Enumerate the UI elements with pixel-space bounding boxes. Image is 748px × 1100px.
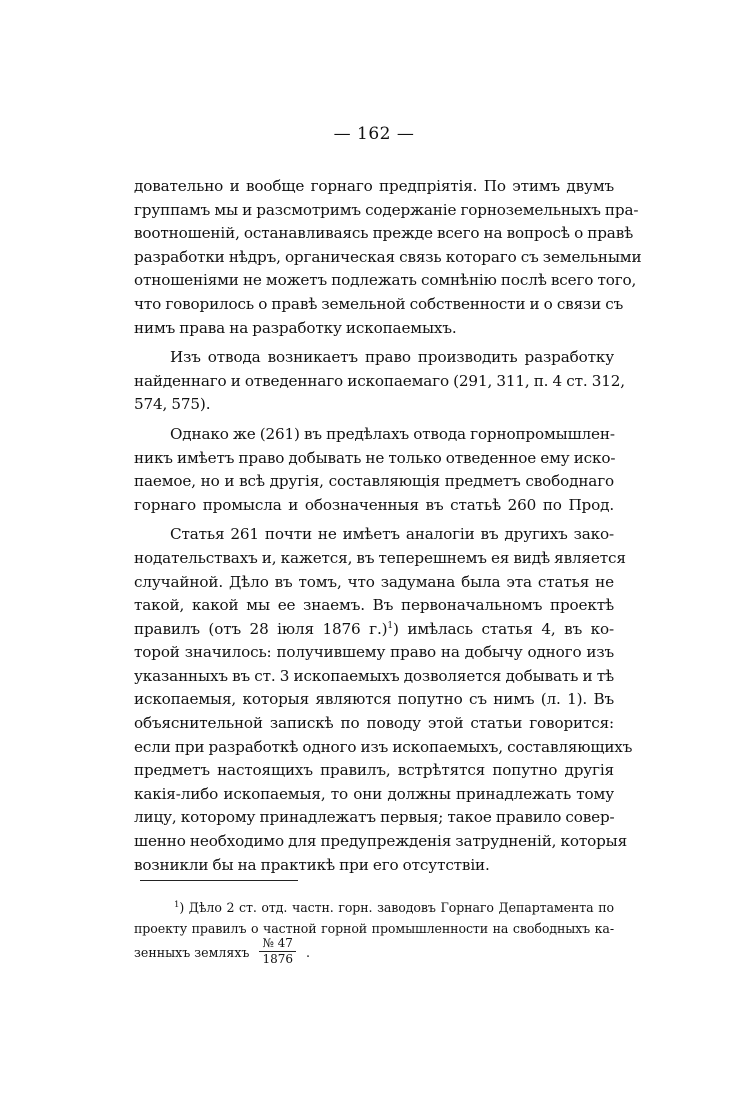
text-line: 574, 575). [134,395,211,414]
text-line: объяснительной запискѣ по поводу этой статьи говорится: [134,714,614,733]
case-number-fraction [259,936,296,967]
text-fragment: ) имѣлась статья 4, въ ко- [392,619,614,638]
text-line: торой значилось: получившему право на добычу одного изъ [134,643,614,662]
text-line: воотношеній, останавливаясь прежде всего на вопросѣ о правѣ [134,224,634,243]
text-line: шенно необходимо для предупрежденія затрудненій, которыя [134,832,628,851]
footnote-marker: 1 [174,900,180,910]
text-line-with-footnote-ref [134,618,614,642]
text-line: горнаго промысла и обозначенныя въ статьѣ 260 по Прод. [134,495,614,514]
text-line: разработки нѣдръ, органическая связь котораго съ земельными [134,247,642,266]
paragraph-4 [134,523,633,877]
fraction-denominator: 1876 [262,952,293,966]
footnote-line: проекту правилъ о частной горной промышленности на свободныхъ ка- [134,921,614,936]
text-line: если при разработкѣ одного изъ ископаемыхъ, составляющихъ [134,737,633,756]
footnote-reference[interactable]: 1 [387,620,393,631]
text-line: нодательствахъ и, кажется, въ теперешнемъ ея видѣ является [134,548,626,567]
body-text [134,175,642,877]
text-line: нимъ права на разработку ископаемыхъ. [134,318,457,337]
text-line: никъ имѣетъ право добывать не только отведенное ему иско- [134,448,616,467]
paragraph-1 [134,175,642,340]
fraction-numerator: № 47 [259,936,296,952]
text-line: отношеніями не можетъ подлежать сомнѣнію послѣ всего того, [134,271,637,290]
text-line: указанныхъ въ ст. 3 ископаемыхъ дозволяется добывать и тѣ [134,666,614,685]
text-line: предметъ настоящихъ правилъ, встрѣтятся попутно другія [134,761,614,780]
paragraph-3 [134,423,614,517]
footnote-divider [140,880,298,881]
paragraph-2 [134,346,625,417]
footnote-line [134,897,614,918]
text-line: что говорилось о правѣ земельной собственности и о связи съ [134,294,624,313]
footnote-line-with-fraction [134,937,310,968]
text-line: такой, какой мы ее знаемъ. Въ первоначальномъ проектѣ [134,596,614,615]
text-fragment: зенныхъ земляхъ [134,945,250,960]
text-line: Статья 261 почти не имѣетъ аналогіи въ другихъ зако- [170,525,614,544]
text-line: Однако же (261) въ предѣлахъ отвода горнопромышлен- [170,424,615,443]
text-line: группамъ мы и разсмотримъ содержаніе горноземельныхъ пра- [134,200,639,219]
text-fragment: правилъ (отъ 28 іюля 1876 г.) [134,619,388,638]
text-line: какія-либо ископаемыя, то они должны принадлежать тому [134,784,614,803]
text-line: найденнаго и отведеннаго ископаемаго (291, 311, п. 4 ст. 312, [134,371,625,390]
text-line: случайной. Дѣло въ томъ, что задумана была эта статья не [134,572,614,591]
text-line: ископаемыя, которыя являются попутно съ нимъ (л. 1). Въ [134,690,614,709]
text-line: возникли бы на практикѣ при его отсутствіи. [134,855,490,874]
text-line: Изъ отвода возникаетъ право производить разработку [170,348,614,367]
text-line: довательно и вообще горнаго предпріятія. По этимъ двумъ [134,177,614,195]
footnote [134,897,614,939]
text-fragment: ) Дѣло 2 ст. отд. частн. горн. заводовъ Горнаго Департамента по [179,900,614,915]
text-line: лицу, которому принадлежатъ первыя; такое правило совер- [134,808,615,827]
page-number: — 162 — [333,124,415,144]
text-line: паемое, но и всѣ другія, составляющія предметъ свободнаго [134,472,614,491]
text-fragment: . [306,945,311,960]
